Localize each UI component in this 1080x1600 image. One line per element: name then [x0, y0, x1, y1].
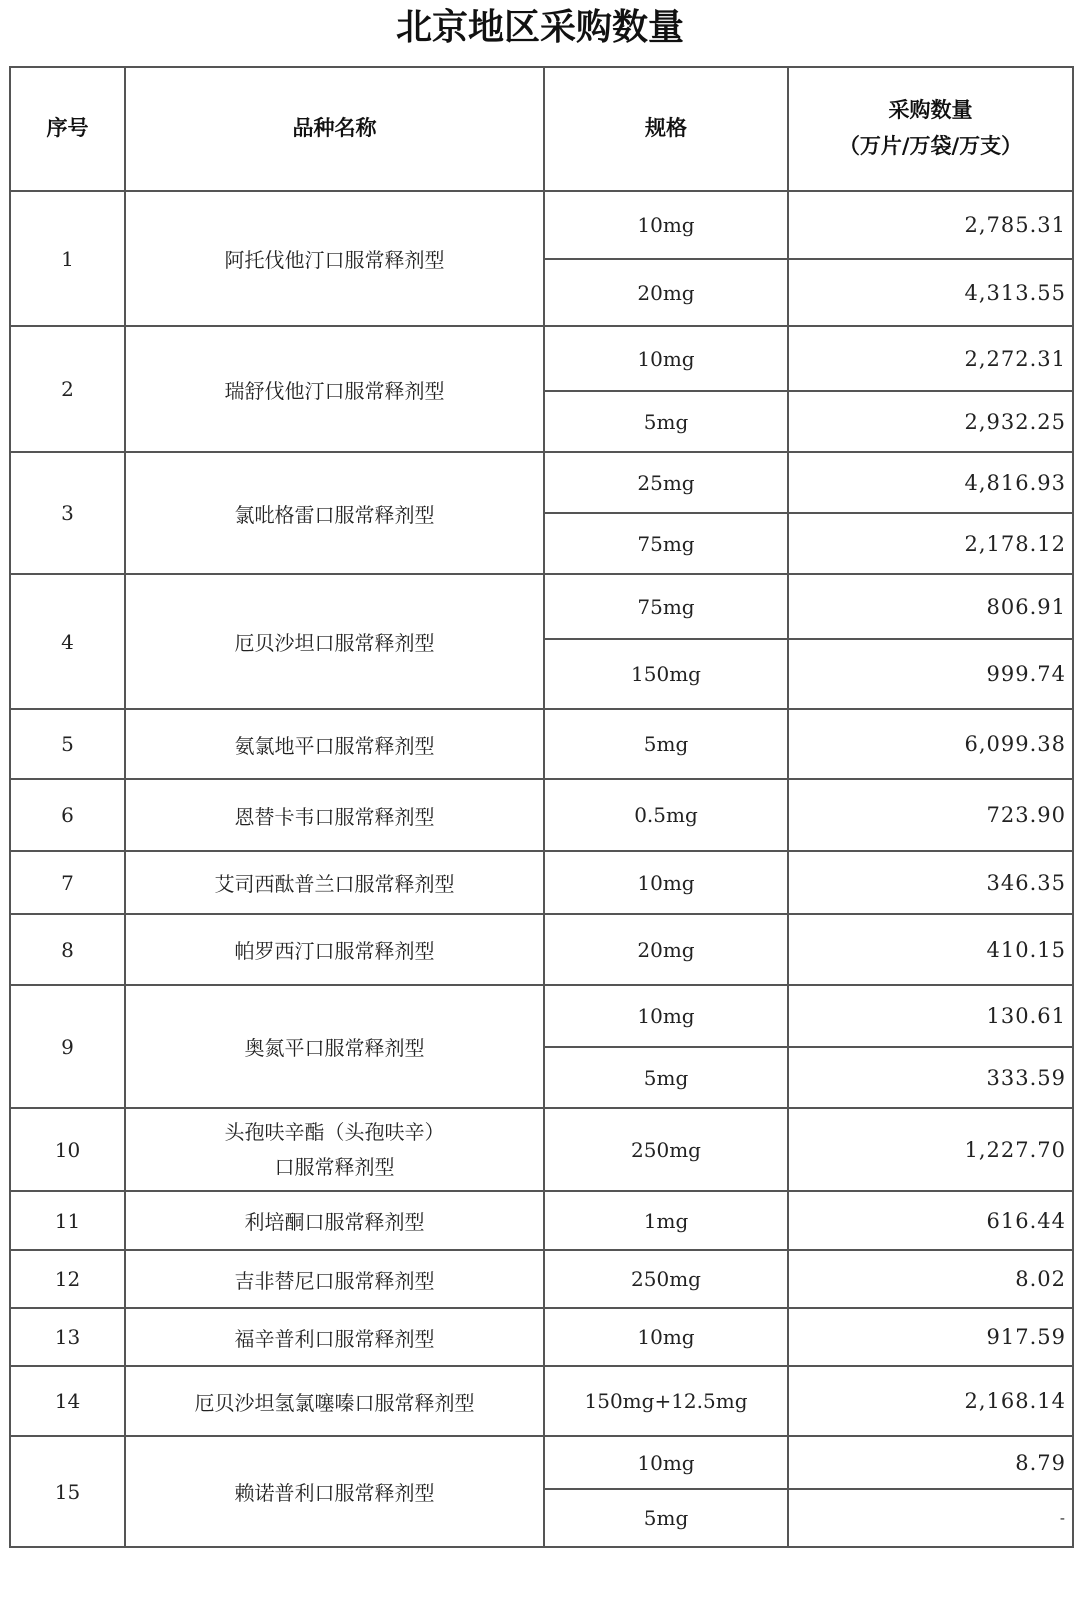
drug-name: 福辛普利口服常释剂型	[125, 1308, 544, 1366]
row-number: 3	[10, 452, 125, 574]
header-name: 品种名称	[125, 67, 544, 191]
quantity-cell: 8.79	[788, 1436, 1073, 1489]
page-title: 北京地区采购数量	[395, 7, 684, 48]
row-number: 14	[10, 1366, 125, 1436]
quantity-cell: 2,168.14	[788, 1366, 1073, 1436]
table-row	[10, 1191, 1073, 1250]
header-seq: 序号	[10, 67, 125, 191]
spec-cell: 10mg	[544, 191, 788, 259]
drug-name: 艾司西酞普兰口服常释剂型	[125, 851, 544, 914]
drug-name: 帕罗西汀口服常释剂型	[125, 914, 544, 985]
drug-name: 利培酮口服常释剂型	[125, 1191, 544, 1250]
quantity-cell: 616.44	[788, 1191, 1073, 1250]
header-qty-line1: 采购数量	[888, 98, 973, 123]
row-number: 2	[10, 326, 125, 452]
quantity-cell: 4,313.55	[788, 259, 1073, 326]
row-number: 10	[10, 1108, 125, 1191]
spec-cell: 25mg	[544, 452, 788, 513]
quantity-cell: 2,932.25	[788, 391, 1073, 452]
quantity-cell: 1,227.70	[788, 1108, 1073, 1191]
drug-name: 吉非替尼口服常释剂型	[125, 1250, 544, 1308]
header-qty	[788, 67, 1073, 191]
table-row	[10, 779, 1073, 851]
row-number: 1	[10, 191, 125, 326]
drug-name: 阿托伐他汀口服常释剂型	[125, 191, 544, 326]
spec-cell: 1mg	[544, 1191, 788, 1250]
spec-cell: 75mg	[544, 513, 788, 574]
quantity-cell: 2,785.31	[788, 191, 1073, 259]
drug-name: 赖诺普利口服常释剂型	[125, 1436, 544, 1547]
table-row	[10, 851, 1073, 914]
quantity-cell: 333.59	[788, 1047, 1073, 1108]
quantity-cell: 723.90	[788, 779, 1073, 851]
table-row	[10, 191, 1073, 259]
row-number: 11	[10, 1191, 125, 1250]
header-qty-line2: （万片/万袋/万支）	[838, 134, 1023, 158]
spec-cell: 10mg	[544, 1308, 788, 1366]
spec-cell: 10mg	[544, 326, 788, 391]
table-row	[10, 452, 1073, 513]
row-number: 5	[10, 709, 125, 779]
row-number: 15	[10, 1436, 125, 1547]
spec-cell: 5mg	[544, 391, 788, 452]
spec-cell: 10mg	[544, 1436, 788, 1489]
spec-cell: 20mg	[544, 914, 788, 985]
drug-name: 奥氮平口服常释剂型	[125, 985, 544, 1108]
quantity-cell: 999.74	[788, 639, 1073, 709]
quantity-cell: 2,272.31	[788, 326, 1073, 391]
table-row	[10, 1366, 1073, 1436]
spec-cell: 150mg+12.5mg	[544, 1366, 788, 1436]
table-body	[10, 191, 1073, 1547]
quantity-cell: 6,099.38	[788, 709, 1073, 779]
table-row	[10, 985, 1073, 1047]
table-row	[10, 574, 1073, 639]
header-spec: 规格	[544, 67, 788, 191]
quantity-cell: 130.61	[788, 985, 1073, 1047]
row-number: 7	[10, 851, 125, 914]
drug-name: 厄贝沙坦口服常释剂型	[125, 574, 544, 709]
row-number: 8	[10, 914, 125, 985]
row-number: 12	[10, 1250, 125, 1308]
spec-cell: 20mg	[544, 259, 788, 326]
quantity-cell: 2,178.12	[788, 513, 1073, 574]
spec-cell: 150mg	[544, 639, 788, 709]
drug-name-line2: 口服常释剂型	[274, 1154, 395, 1179]
quantity-cell: 346.35	[788, 851, 1073, 914]
quantity-cell: 410.15	[788, 914, 1073, 985]
quantity-cell: 8.02	[788, 1250, 1073, 1308]
spec-cell: 10mg	[544, 851, 788, 914]
table-row	[10, 1108, 1073, 1191]
spec-cell: 250mg	[544, 1250, 788, 1308]
row-number: 6	[10, 779, 125, 851]
spec-cell: 5mg	[544, 1489, 788, 1547]
table-header	[10, 67, 1073, 191]
spec-cell: 5mg	[544, 709, 788, 779]
drug-name: 氨氯地平口服常释剂型	[125, 709, 544, 779]
spec-cell: 5mg	[544, 1047, 788, 1108]
spec-cell: 0.5mg	[544, 779, 788, 851]
spec-cell: 75mg	[544, 574, 788, 639]
drug-name: 瑞舒伐他汀口服常释剂型	[125, 326, 544, 452]
drug-name: 氯吡格雷口服常释剂型	[125, 452, 544, 574]
spec-cell: 250mg	[544, 1108, 788, 1191]
drug-name: 厄贝沙坦氢氯噻嗪口服常释剂型	[125, 1366, 544, 1436]
drug-name: 恩替卡韦口服常释剂型	[125, 779, 544, 851]
table-row	[10, 1308, 1073, 1366]
procurement-table	[9, 66, 1074, 1548]
quantity-cell: -	[788, 1489, 1073, 1547]
table-row	[10, 914, 1073, 985]
row-number: 9	[10, 985, 125, 1108]
table-row	[10, 1250, 1073, 1308]
quantity-cell: 806.91	[788, 574, 1073, 639]
table-row	[10, 709, 1073, 779]
quantity-cell: 4,816.93	[788, 452, 1073, 513]
table-row	[10, 326, 1073, 391]
row-number: 4	[10, 574, 125, 709]
table-row	[10, 1436, 1073, 1489]
quantity-cell: 917.59	[788, 1308, 1073, 1366]
header-row	[10, 67, 1073, 191]
drug-name-line1: 头孢呋辛酯（头孢呋辛）	[224, 1119, 445, 1144]
row-number: 13	[10, 1308, 125, 1366]
spec-cell: 10mg	[544, 985, 788, 1047]
drug-name	[125, 1108, 544, 1191]
